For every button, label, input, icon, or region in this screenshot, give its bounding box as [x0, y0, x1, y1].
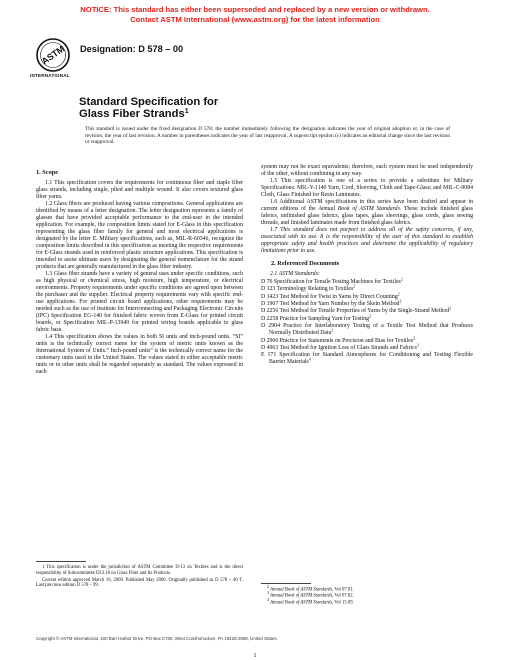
issuance-note: This standard is issued under the fixed designation D 578; the number immediately following the designation indicates the year of original adoption or, in the case of revision, the year of last revision. A number in parentheses indicates the year of last reapproval. A superscript epsilon (ε) indicates an editorial change since the last revision or reapproval. [85, 126, 450, 146]
para-1-4: 1.4 This specification shows the values in both SI units and inch-pound units. “SI” units is the technically correct name for the system of metric units known as the International System of Units.“ Inch-pound units” is the technically correct name for the customary units used in the United States. The values stated in either acceptable metric units or in other units shall be regarded separately as standard. The values expressed in each [36, 334, 243, 376]
para-1-4-continued: system may not be exact equivalents; therefore, each system must be used independently of the other, without combining in any way. [261, 164, 473, 178]
logo-text: ASTM [39, 43, 67, 67]
para-1-6-book: Annual Book of ASTM Standards [318, 206, 400, 213]
scope-heading: 1. Scope [36, 169, 59, 176]
reference-item: E 171 Specification for Standard Atmospheres for Conditioning and Testing Flexible Barrier Materials$^4$ [261, 352, 473, 366]
withdrawal-notice [0, 5, 510, 24]
reference-item: D 76 Specification for Tensile Testing Machines for Textiles$^2$ [261, 276, 403, 285]
left-footnotes [36, 561, 243, 589]
reference-item: D 123 Terminology Relating to Textiles$^2$ [261, 283, 356, 293]
right-column [261, 164, 473, 367]
para-1-3: 1.3 Glass fiber strands have a variety of general uses under specific conditions, such as high physical or chemical stress, high moisture, high temperature, or electrical environments. Property requirements under specific conditions are agreed upon between the purchaser and the supplier. Electrical property requirements vary with specific end-use applications. For printed circuit board applications, other requirements may be needed such as the use of Institute for Interconnecting and Packaging Electronic Circuits (IPC) Specification EG-140 for finished fabric woven from E-Glass for printed circuit boards, or Specification MIL-P-13949 for printed wiring boards applicable to glass fabric base. [36, 271, 243, 334]
para-1-5: 1.5 This specification is one of a series to provide a substitute for Military Specifications: MIL-Y-1140 Yarn, Cord, Sleeving, Cloth and Tape-Glass; and MIL-C-9084 Cloth, Glass Finished for Resin Laminates. [261, 178, 473, 199]
reference-item: D 1423 Test Method for Twist in Yarns by Direct Counting$^2$ [261, 291, 400, 300]
astm-standards-label: 2.1 ASTM Standards: [270, 271, 320, 278]
reference-item: D 2258 Practice for Sampling Yarn for Testing$^2$ [261, 313, 372, 322]
references-list [261, 271, 473, 366]
astm-standards-subheading [261, 271, 473, 278]
copyright-footer: Copyright © ASTM International, 100 Barr Harbor Drive, PO Box C700, West Conshohocken, PA 19428-2959, United States. [36, 636, 278, 641]
astm-logo-icon [36, 38, 70, 72]
footnote-rule [36, 561, 86, 562]
reference-item: D 1907 Test Method for Yarn Number by the Skein Method$^2$ [261, 298, 402, 307]
notice-line-2: Contact ASTM International (www.astm.org) for the latest information [130, 14, 380, 24]
title-text: Glass Fiber Strands [79, 108, 185, 121]
left-column [36, 169, 243, 376]
para-1-2 [36, 201, 243, 271]
para-1-2-letter: E [92, 236, 97, 243]
footnote-4: $^4$ Annual Book of ASTM Standards, Vol 15.09. [267, 596, 354, 606]
notice-line-1: NOTICE: This standard has either been superseded and replaced by a new version or withdrawn. [80, 5, 430, 14]
para-1-6-text: 1.6 Additional ASTM specifications in this series have been drafted and appear in current editions of the [261, 199, 473, 213]
reference-item: D 4963 Test Method for Ignition Loss of Glass Strands and Fabrics$^3$ [261, 342, 419, 351]
para-1-7 [261, 227, 473, 255]
reference-item: D 2904 Practice for Interlaboratory Testing of a Textile Test Method that Produces Normally Distributed Data$^2$ [261, 323, 473, 337]
designation: Designation: D 578 – 00 [80, 44, 184, 54]
right-footnotes [261, 583, 473, 606]
footnote-1: 1 This specification is under the jurisdiction of ASTM Committee D-13 on Textiles and is the direct responsibility of Subcommittee D13.18 on Glass Fiber and Its Products. [36, 565, 243, 576]
para-1-2-rest: . Military specifications, such as, MIL-R-60346, recognize the composition limits described in this specification as meeting the respective requirements for E-Glass strands used in reinforced plastic structure applications. This specification is intended to assist ultimate users by designating the general nomenclature for the strand products that are generally manufactured in the glass fiber industry. [36, 236, 243, 271]
referenced-documents-heading: 2. Referenced Documents [271, 260, 340, 268]
footnote-2: $^2$ Annual Book of ASTM Standards, Vol 07.01. [267, 584, 354, 593]
document-title [79, 96, 218, 121]
logo-label: INTERNATIONAL [30, 73, 70, 78]
footnote-3: $^3$ Annual Book of ASTM Standards, Vol 07.02. [267, 590, 354, 599]
reference-item: D 2256 Test Method for Tensile Properties of Yarns by the Single-Strand Method$^2$ [261, 305, 452, 315]
title-line-1: Standard Specification for [79, 96, 219, 108]
reference-item: D 2906 Practice for Statements on Precision and Bias for Textiles$^2$ [261, 335, 416, 344]
para-1-1: 1.1 This specification covers the requirements for continuous fiber and staple fiber glass strands, including single, plied and multiple wound. It also covers textured glass fiber yarns. [36, 180, 243, 201]
para-1-7-text: 1.7 This standard does not purport to address all of the safety concerns, if any, associated with its use. It is the responsibility of the user of this standard to establish appropriate safety and health practices and determine the applicability of regulatory limitations prior to use. [261, 227, 473, 255]
para-1-6-rest: . These include finished glass fabrics, unfinished glass fabrics, glass tapes, glass sleevings, glass cords, glass sewing threads, and finished laminates made from finished glass fabrics. [261, 206, 474, 227]
title-footnote-mark: 1 [184, 108, 189, 116]
para-1-6 [261, 199, 473, 227]
title-line-2 [79, 108, 218, 120]
footnote-edition: Current edition approved March 10, 2000. Published May 2000. Originally published as D 578 – 40 T. Last previous edition D 578 – 99. [36, 577, 243, 589]
para-1-2-text: 1.2 Glass fibers are produced having various compositions. General applications are identified by means of a letter designation. The letter designation represents a family of glasses that have provided acceptable performance to the end-user in the intended application. For example, the composition limits stated for E-Glass in this specification representing the glass fiber family for general and most electrical applications is designated by the letter [36, 201, 243, 243]
page-number: 1 [253, 653, 257, 659]
